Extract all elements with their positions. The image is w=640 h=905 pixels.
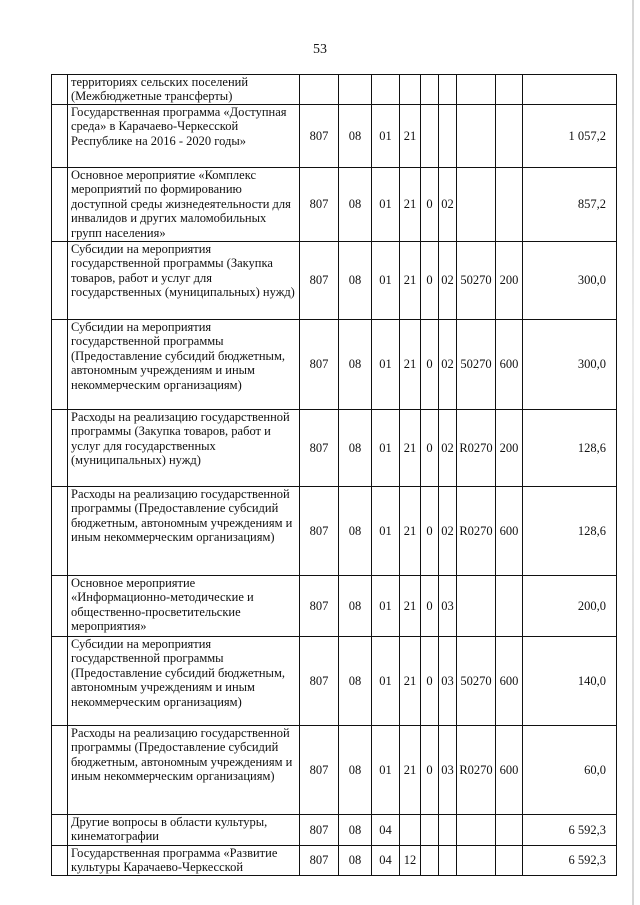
section-code-cell: 08 xyxy=(339,487,372,576)
direction-code-cell: R0270 xyxy=(457,487,496,576)
expense-type-code-cell: 600 xyxy=(496,320,523,410)
row-marker-cell xyxy=(52,410,68,487)
main-activity-code-cell: 02 xyxy=(439,487,457,576)
table-row xyxy=(52,320,617,410)
ministry-code-cell: 807 xyxy=(300,242,339,320)
ministry-code-cell: 807 xyxy=(300,726,339,815)
subprogram-code-cell: 0 xyxy=(421,487,439,576)
program-code-cell: 12 xyxy=(400,846,421,876)
section-code-cell: 08 xyxy=(339,410,372,487)
ministry-code-cell: 807 xyxy=(300,815,339,846)
section-code-cell: 08 xyxy=(339,815,372,846)
row-marker-cell xyxy=(52,846,68,876)
program-code-cell: 21 xyxy=(400,320,421,410)
item-name-cell: Основное мероприятие «Информационно-методические и общественно-просветительские мероприятия» xyxy=(68,576,300,637)
subprogram-code-cell: 0 xyxy=(421,168,439,242)
ministry-code-cell: 807 xyxy=(300,410,339,487)
program-code-cell: 21 xyxy=(400,242,421,320)
row-marker-cell xyxy=(52,320,68,410)
table-row xyxy=(52,410,617,487)
subprogram-code-cell: 0 xyxy=(421,320,439,410)
direction-code-cell xyxy=(457,846,496,876)
page-number: 53 xyxy=(313,42,327,57)
subprogram-code-cell xyxy=(421,105,439,168)
subprogram-code-cell xyxy=(421,846,439,876)
section-code-cell: 08 xyxy=(339,242,372,320)
ministry-code-cell: 807 xyxy=(300,168,339,242)
subsection-code-cell: 01 xyxy=(372,637,400,726)
expense-type-code-cell xyxy=(496,846,523,876)
table-row xyxy=(52,637,617,726)
section-code-cell: 08 xyxy=(339,320,372,410)
row-marker-cell xyxy=(52,815,68,846)
row-marker-cell xyxy=(52,168,68,242)
amount-cell: 60,0 xyxy=(523,726,617,815)
subprogram-code-cell xyxy=(421,75,439,105)
scan-edge xyxy=(632,0,634,905)
item-name-cell: Субсидии на мероприятия государственной программы (Закупка товаров, работ и услуг для государственных (муниципальных) нужд) xyxy=(68,242,300,320)
main-activity-code-cell xyxy=(439,815,457,846)
expense-type-code-cell xyxy=(496,576,523,637)
subsection-code-cell: 01 xyxy=(372,576,400,637)
row-marker-cell xyxy=(52,726,68,815)
section-code-cell: 08 xyxy=(339,168,372,242)
expense-type-code-cell xyxy=(496,815,523,846)
subprogram-code-cell: 0 xyxy=(421,637,439,726)
subsection-code-cell: 01 xyxy=(372,242,400,320)
subprogram-code-cell xyxy=(421,815,439,846)
main-activity-code-cell: 02 xyxy=(439,168,457,242)
item-name-cell: Расходы на реализацию государственной программы (Предоставление субсидий бюджетным, автономным учреждениям и иным некоммерческим организациям) xyxy=(68,726,300,815)
table-row xyxy=(52,168,617,242)
expense-type-code-cell xyxy=(496,105,523,168)
expense-type-code-cell: 600 xyxy=(496,487,523,576)
program-code-cell: 21 xyxy=(400,410,421,487)
direction-code-cell xyxy=(457,105,496,168)
main-activity-code-cell: 02 xyxy=(439,242,457,320)
amount-cell: 6 592,3 xyxy=(523,815,617,846)
item-name-cell: территориях сельских поселений (Межбюджетные трансферты) xyxy=(68,75,300,105)
section-code-cell: 08 xyxy=(339,576,372,637)
program-code-cell: 21 xyxy=(400,168,421,242)
main-activity-code-cell: 02 xyxy=(439,320,457,410)
amount-cell: 200,0 xyxy=(523,576,617,637)
subsection-code-cell: 01 xyxy=(372,410,400,487)
row-marker-cell xyxy=(52,576,68,637)
subsection-code-cell xyxy=(372,75,400,105)
section-code-cell: 08 xyxy=(339,846,372,876)
table-row xyxy=(52,487,617,576)
direction-code-cell: 50270 xyxy=(457,637,496,726)
item-name-cell: Основное мероприятие «Комплекс мероприятий по формированию доступной среды жизнедеятельности для инвалидов и других маломобильных групп населения» xyxy=(68,168,300,242)
amount-cell: 6 592,3 xyxy=(523,846,617,876)
section-code-cell: 08 xyxy=(339,105,372,168)
table-row xyxy=(52,242,617,320)
amount-cell: 300,0 xyxy=(523,320,617,410)
amount-cell: 128,6 xyxy=(523,487,617,576)
program-code-cell: 21 xyxy=(400,726,421,815)
item-name-cell: Государственная программа «Доступная среда» в Карачаево-Черкесской Республике на 2016 - 2020 годы» xyxy=(68,105,300,168)
main-activity-code-cell xyxy=(439,75,457,105)
subprogram-code-cell: 0 xyxy=(421,242,439,320)
ministry-code-cell: 807 xyxy=(300,105,339,168)
item-name-cell: Субсидии на мероприятия государственной программы (Предоставление субсидий бюджетным, автономным учреждениям и иным некоммерческим организациям) xyxy=(68,637,300,726)
item-name-cell: Государственная программа «Развитие культуры Карачаево-Черкесской xyxy=(68,846,300,876)
direction-code-cell xyxy=(457,75,496,105)
expense-type-code-cell xyxy=(496,168,523,242)
ministry-code-cell: 807 xyxy=(300,637,339,726)
direction-code-cell xyxy=(457,815,496,846)
amount-cell: 140,0 xyxy=(523,637,617,726)
item-name-cell: Расходы на реализацию государственной программы (Предоставление субсидий бюджетным, автономным учреждениям и иным некоммерческим организациям) xyxy=(68,487,300,576)
amount-cell: 1 057,2 xyxy=(523,105,617,168)
ministry-code-cell: 807 xyxy=(300,846,339,876)
expense-type-code-cell: 200 xyxy=(496,410,523,487)
amount-cell xyxy=(523,75,617,105)
main-activity-code-cell: 03 xyxy=(439,637,457,726)
expense-type-code-cell: 200 xyxy=(496,242,523,320)
direction-code-cell: 50270 xyxy=(457,242,496,320)
row-marker-cell xyxy=(52,242,68,320)
program-code-cell xyxy=(400,75,421,105)
row-marker-cell xyxy=(52,487,68,576)
ministry-code-cell: 807 xyxy=(300,320,339,410)
table-row xyxy=(52,815,617,846)
subsection-code-cell: 01 xyxy=(372,320,400,410)
program-code-cell: 21 xyxy=(400,487,421,576)
amount-cell: 857,2 xyxy=(523,168,617,242)
main-activity-code-cell: 02 xyxy=(439,410,457,487)
section-code-cell: 08 xyxy=(339,637,372,726)
amount-cell: 128,6 xyxy=(523,410,617,487)
item-name-cell: Другие вопросы в области культуры, кинематографии xyxy=(68,815,300,846)
amount-cell: 300,0 xyxy=(523,242,617,320)
row-marker-cell xyxy=(52,105,68,168)
item-name-cell: Расходы на реализацию государственной программы (Закупка товаров, работ и услуг для государственных (муниципальных) нужд) xyxy=(68,410,300,487)
main-activity-code-cell: 03 xyxy=(439,726,457,815)
program-code-cell xyxy=(400,815,421,846)
subsection-code-cell: 01 xyxy=(372,726,400,815)
subsection-code-cell: 01 xyxy=(372,487,400,576)
program-code-cell: 21 xyxy=(400,105,421,168)
table-row xyxy=(52,75,617,105)
direction-code-cell xyxy=(457,168,496,242)
subprogram-code-cell: 0 xyxy=(421,726,439,815)
section-code-cell: 08 xyxy=(339,726,372,815)
subprogram-code-cell: 0 xyxy=(421,410,439,487)
direction-code-cell xyxy=(457,576,496,637)
subsection-code-cell: 04 xyxy=(372,846,400,876)
program-code-cell: 21 xyxy=(400,637,421,726)
main-activity-code-cell xyxy=(439,846,457,876)
direction-code-cell: R0270 xyxy=(457,726,496,815)
item-name-cell: Субсидии на мероприятия государственной программы (Предоставление субсидий бюджетным, автономным учреждениям и иным некоммерческим организациям) xyxy=(68,320,300,410)
section-code-cell xyxy=(339,75,372,105)
expense-type-code-cell xyxy=(496,75,523,105)
ministry-code-cell: 807 xyxy=(300,576,339,637)
ministry-code-cell xyxy=(300,75,339,105)
main-activity-code-cell: 03 xyxy=(439,576,457,637)
main-activity-code-cell xyxy=(439,105,457,168)
direction-code-cell: 50270 xyxy=(457,320,496,410)
table-row xyxy=(52,576,617,637)
table-row xyxy=(52,105,617,168)
program-code-cell: 21 xyxy=(400,576,421,637)
table-row xyxy=(52,846,617,876)
table-row xyxy=(52,726,617,815)
expense-type-code-cell: 600 xyxy=(496,726,523,815)
subprogram-code-cell: 0 xyxy=(421,576,439,637)
expense-type-code-cell: 600 xyxy=(496,637,523,726)
subsection-code-cell: 01 xyxy=(372,105,400,168)
direction-code-cell: R0270 xyxy=(457,410,496,487)
subsection-code-cell: 01 xyxy=(372,168,400,242)
budget-table xyxy=(51,74,617,876)
row-marker-cell xyxy=(52,75,68,105)
subsection-code-cell: 04 xyxy=(372,815,400,846)
ministry-code-cell: 807 xyxy=(300,487,339,576)
row-marker-cell xyxy=(52,637,68,726)
